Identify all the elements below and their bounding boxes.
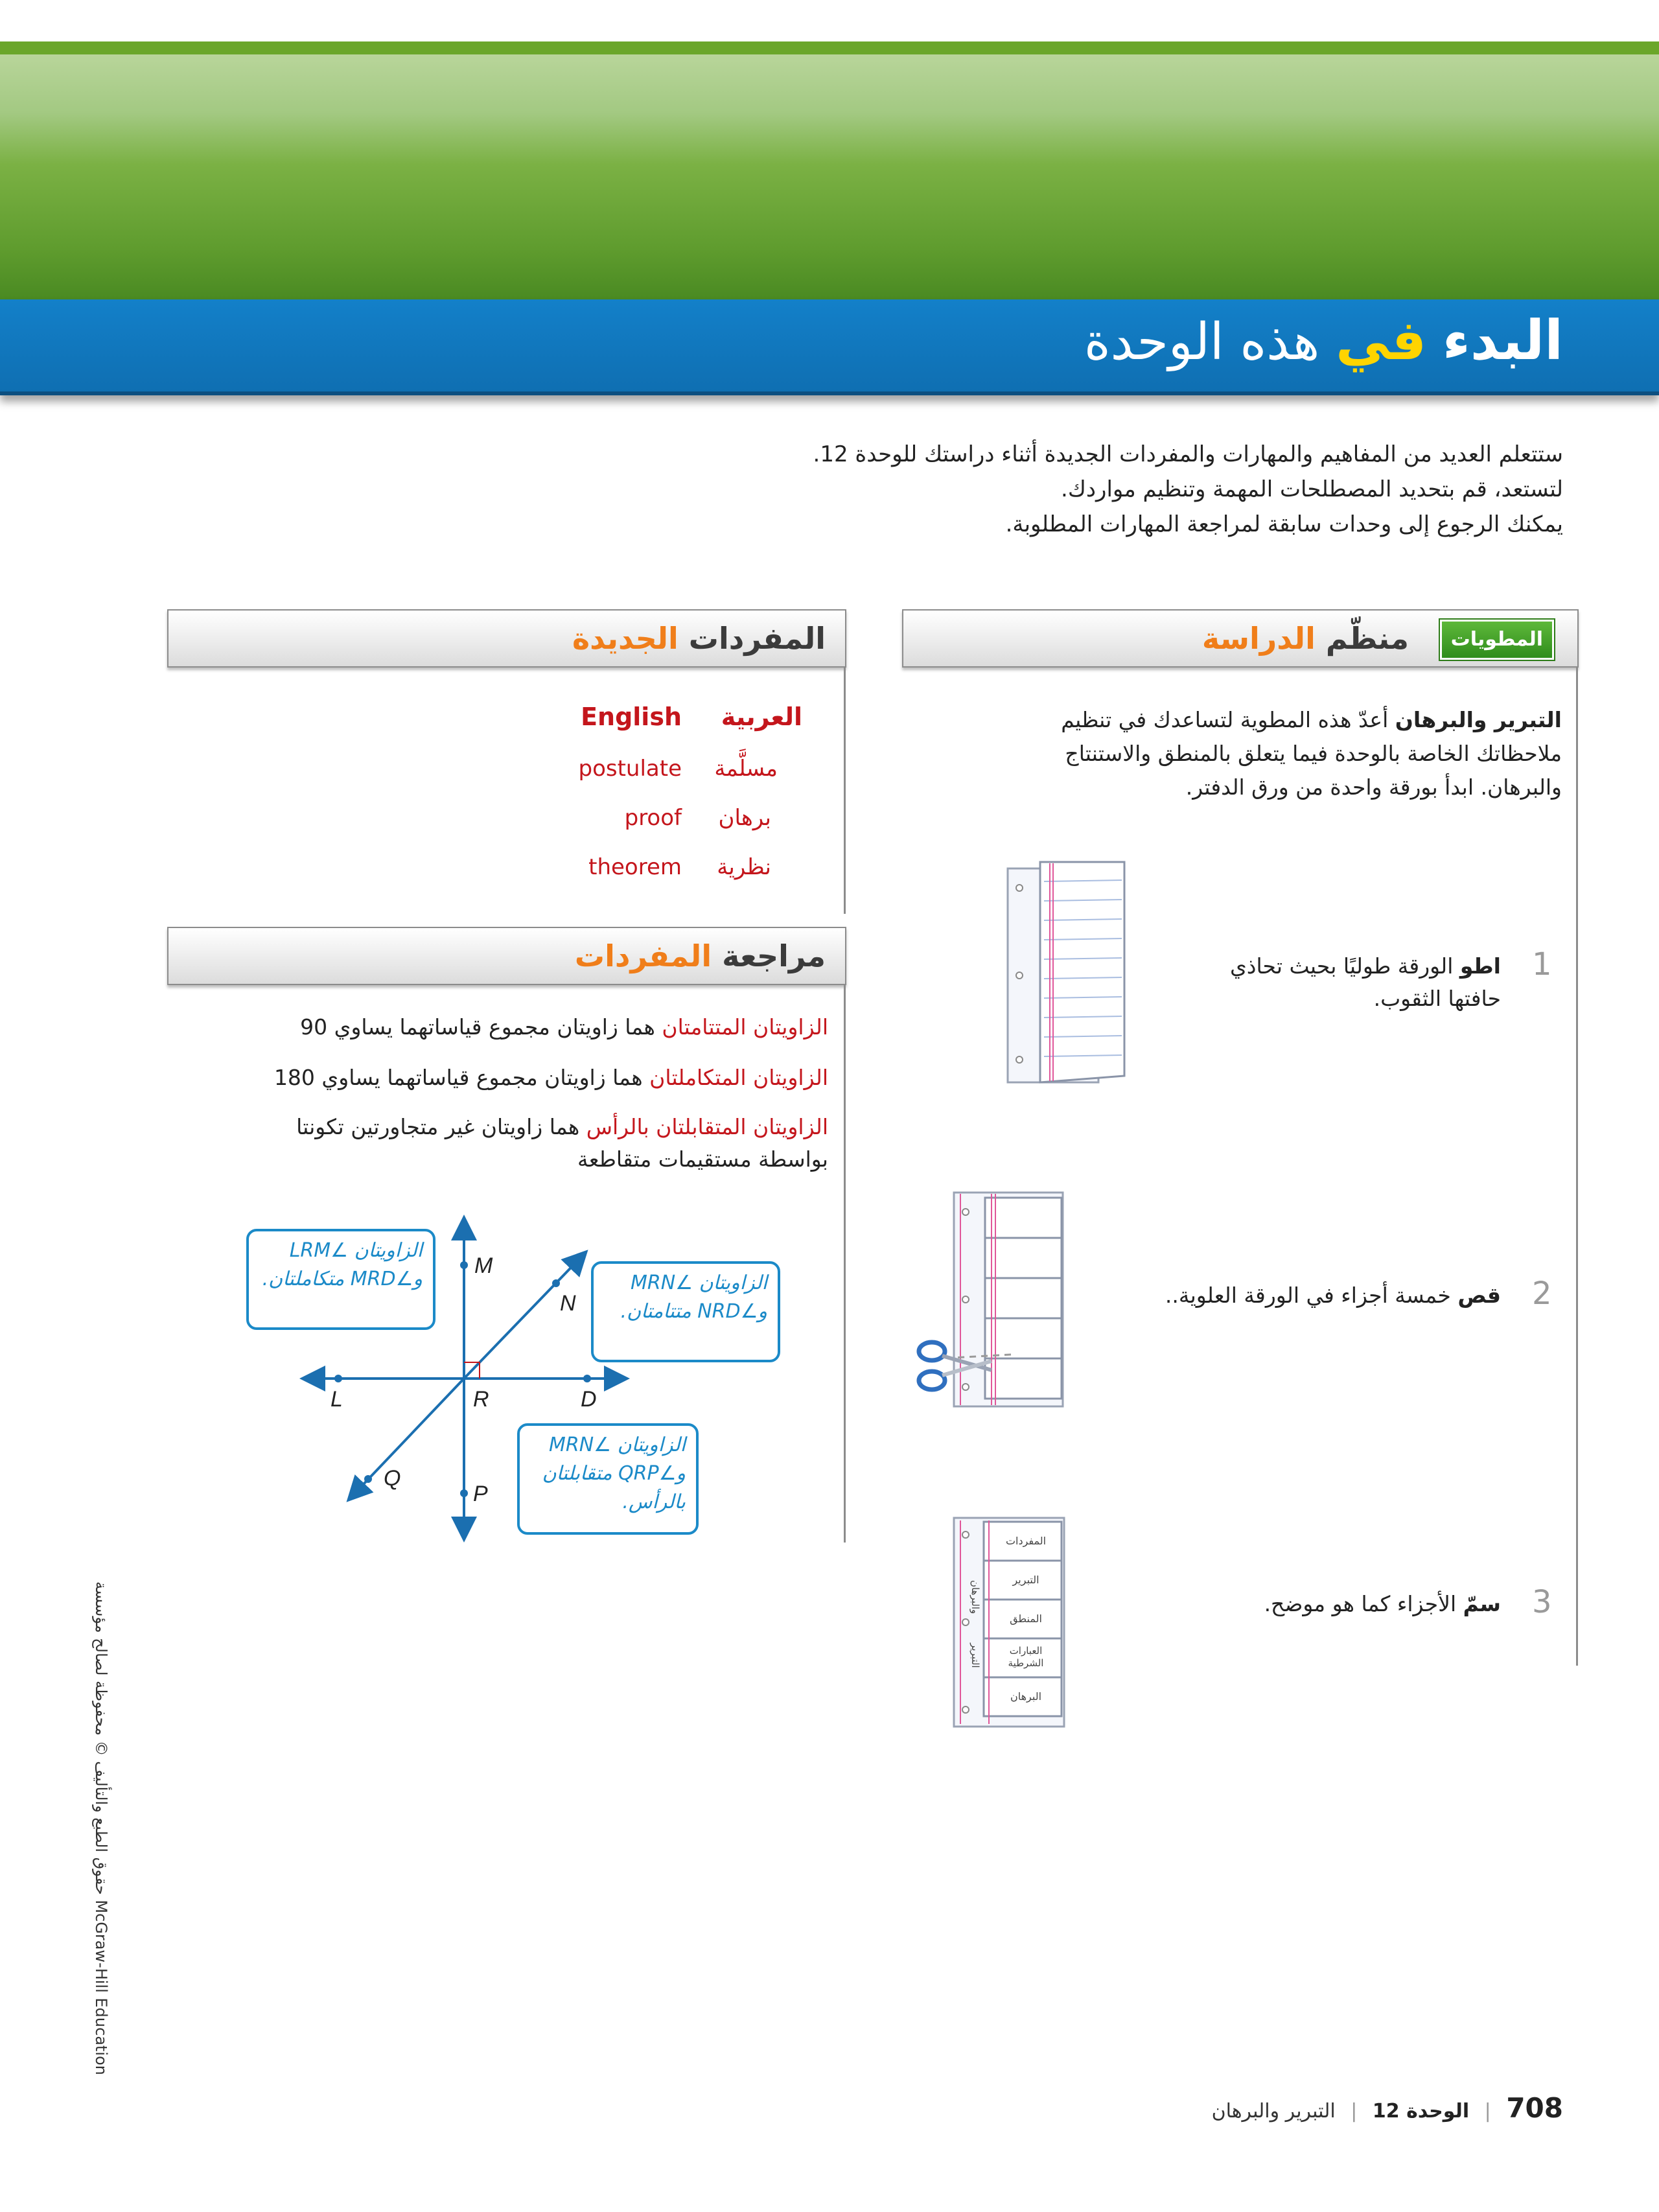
review-item-2-def: هما زاويتان مجموع قياساتهما يساوي 180	[273, 1065, 643, 1090]
title-word-in: في	[1336, 309, 1427, 372]
vocab-row-1-en: postulate	[578, 756, 682, 782]
folded-paper-illustration	[1001, 856, 1131, 1089]
callout-supplementary-line-2: و∠MRD متكاملتان.	[262, 1268, 423, 1290]
review-item-1-def: هما زاويتان مجموع قياساتهما يساوي 90	[300, 1014, 655, 1040]
vocab-row-3-ar: نظرية	[717, 854, 771, 880]
header-green-band	[0, 54, 1659, 299]
footer-topic: التبرير والبرهان	[1211, 2100, 1336, 2123]
header-top-line	[0, 41, 1659, 54]
organizer-title-word-2: الدراسة	[1201, 621, 1316, 656]
foldables-badge: المطويات	[1440, 620, 1554, 660]
page-number: 708	[1506, 2092, 1563, 2124]
title-word-start: البدء	[1442, 309, 1563, 372]
review-item-3	[296, 1111, 828, 1143]
vocab-col-english: English	[581, 703, 682, 731]
foldable-tab-4: العبارات الشرطية	[1008, 1645, 1044, 1669]
callout-vertical-line-3: بالرأس.	[622, 1491, 686, 1513]
step-3-verb: سمّ	[1463, 1591, 1501, 1616]
callout-supplementary-line-1: الزاويتان ∠LRM	[289, 1239, 423, 1262]
review-vocabulary-header	[167, 927, 846, 985]
study-organizer-header	[902, 609, 1579, 668]
review-item-1	[300, 1011, 828, 1043]
intro-line-2: لتستعد، قم بتحديد المصطلحات المهمة وتنظيم مواردك.	[1061, 476, 1563, 502]
vocab-row-2-en: proof	[624, 805, 682, 831]
review-item-2	[274, 1062, 828, 1094]
step-1-number: 1	[1532, 946, 1552, 983]
step-2-text: خمسة أجزاء في الورقة العلوية..	[1165, 1283, 1451, 1308]
point-label-l: L	[331, 1387, 343, 1412]
review-vocabulary-title	[575, 928, 826, 984]
new-vocab-title-word-1: المفردات	[688, 621, 826, 656]
organizer-title-word-1: منظّم	[1325, 621, 1409, 656]
step-2-number: 2	[1532, 1275, 1552, 1312]
callout-supplementary	[246, 1229, 435, 1330]
callout-vertical-angles	[517, 1423, 699, 1535]
point-label-r: R	[473, 1387, 489, 1412]
step-1-line-1	[1230, 950, 1501, 983]
vocab-row-2-ar: برهان	[718, 805, 771, 831]
review-item-1-term: الزاويتان المتتامتان	[662, 1014, 828, 1040]
new-vocabulary-header	[167, 609, 846, 668]
foldable-tab-1: المفردات	[1005, 1535, 1047, 1547]
step-2-line-1	[1165, 1279, 1501, 1312]
copyright-credit: حقوق الطبع والتأليف © محفوظة لصالح مؤسسة McGraw-Hill Education	[92, 1581, 110, 2075]
review-column-rule	[844, 985, 846, 1543]
new-vocabulary-title	[572, 611, 826, 666]
foldable-tab-3: المنطق	[1010, 1612, 1042, 1625]
foldable-spine-label	[969, 1580, 981, 1668]
step-2-verb: قص	[1457, 1283, 1501, 1308]
review-item-3-def: هما زاويتان غير متجاورتين تكونتا	[296, 1114, 580, 1139]
review-item-3-term: الزاويتان المتقابلتان بالرأس	[586, 1114, 828, 1139]
spine-word-1: التبرير	[969, 1643, 981, 1668]
callout-complementary	[591, 1261, 780, 1362]
review-title-word-2: المفردات	[574, 938, 712, 973]
point-label-d: D	[581, 1387, 597, 1412]
foldable-tab-5: البرهان	[1010, 1690, 1042, 1703]
step-1-line-2: حافتها الثقوب.	[1373, 986, 1501, 1011]
point-label-n: N	[560, 1291, 576, 1316]
step-3-text: الأجزاء كما هو موضح.	[1264, 1591, 1457, 1616]
foldable-tab-2: التبرير	[1012, 1574, 1039, 1586]
point-label-p: P	[473, 1482, 488, 1506]
step-3-number: 3	[1532, 1584, 1552, 1620]
point-label-q: Q	[384, 1466, 401, 1491]
footer-unit: الوحدة 12	[1372, 2100, 1470, 2123]
review-title-word-1: مراجعة	[722, 938, 826, 973]
new-vocab-title-word-2: الجديدة	[572, 621, 679, 656]
callout-complementary-line-1: الزاويتان ∠MRN	[630, 1272, 767, 1294]
step-1-text: الورقة طوليًا بحيث تحاذي	[1229, 953, 1454, 979]
organizer-intro-text: أعدّ هذه المطوية لتساعدك في تنظيم	[1061, 707, 1389, 732]
vocab-row-1-ar: مسلَّمة	[714, 756, 778, 782]
vocab-col-arabic: العربية	[721, 703, 802, 731]
organizer-intro-line-3: والبرهان. ابدأ بورقة واحدة من ورق الدفتر.	[1185, 774, 1562, 800]
organizer-intro-bold: التبرير والبرهان	[1395, 707, 1562, 732]
study-organizer-title	[1202, 611, 1409, 666]
spine-word-2: والبرهان	[969, 1580, 981, 1614]
callout-vertical-line-1: الزاويتان ∠MRN	[548, 1434, 686, 1456]
cut-paper-illustration	[914, 1186, 1069, 1413]
intro-line-3: يمكنك الرجوع إلى وحدات سابقة لمراجعة المهارات المطلوبة.	[1005, 511, 1563, 537]
page-footer: 708 | الوحدة 12 | التبرير والبرهان	[1211, 2092, 1563, 2124]
point-label-m: M	[474, 1253, 493, 1278]
review-item-3-cont: بواسطة مستقيمات متقاطعة	[577, 1147, 828, 1172]
labeled-foldable-illustration	[951, 1515, 1067, 1729]
organizer-intro-line-2: ملاحظاتك الخاصة بالوحدة فيما يتعلق بالمنطق والاستنتاج	[1065, 741, 1562, 766]
callout-complementary-line-2: و∠NRD متتامتان.	[620, 1300, 767, 1323]
step-1-verb: اطو	[1459, 953, 1501, 979]
callout-vertical-line-2: و∠QRP متقابلتان	[542, 1462, 686, 1485]
organizer-intro-line-1	[1061, 704, 1562, 736]
step-3-line-1	[1264, 1588, 1501, 1620]
vocab-row-3-en: theorem	[588, 854, 682, 880]
title-word-unit: هذه الوحدة	[1084, 313, 1320, 371]
review-item-2-term: الزاويتان المتكاملتان	[649, 1065, 828, 1090]
organizer-column-rule	[1576, 668, 1578, 1666]
page-title	[1084, 308, 1563, 373]
intro-line-1: ستتعلم العديد من المفاهيم والمهارات والمفردات الجديدة أثناء دراستك للوحدة 12.	[813, 441, 1563, 467]
new-vocab-column-rule	[844, 668, 846, 914]
